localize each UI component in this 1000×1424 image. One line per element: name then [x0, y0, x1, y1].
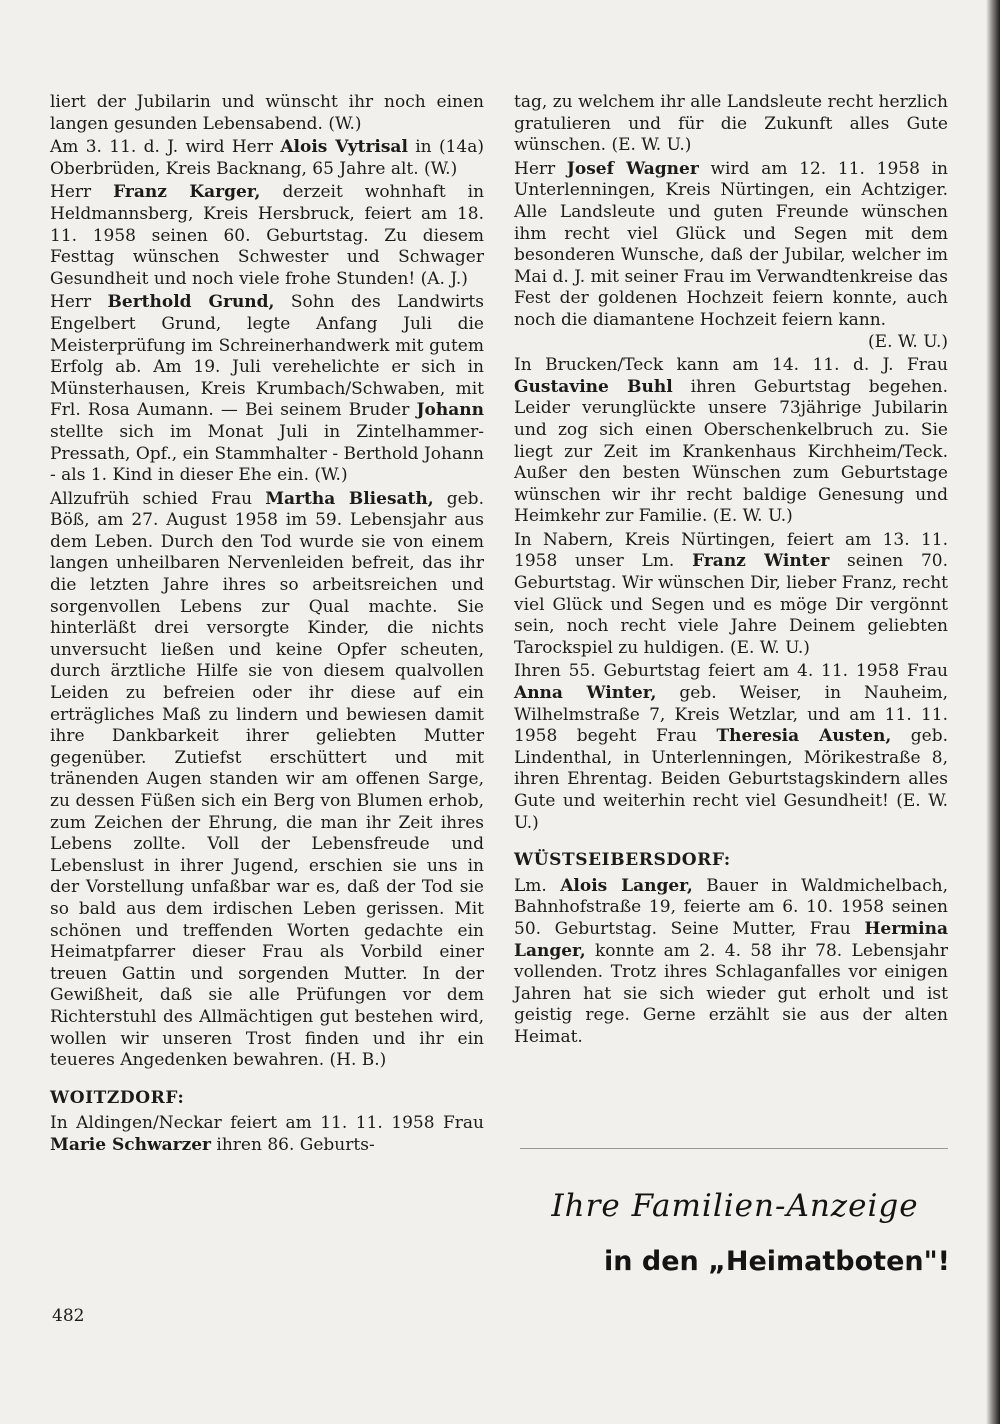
section-heading-woitzdorf: WOITZDORF: — [50, 1087, 185, 1108]
person-name: Johann — [416, 400, 484, 421]
signoff: (E. W. U.) — [868, 331, 948, 352]
person-name: Franz Karger, — [113, 182, 261, 203]
paragraph: In Aldingen/Neckar feiert am 11. 11. 1958 Frau Marie Schwarzer ihren 86. Geburts- — [50, 1113, 484, 1155]
paragraph: Lm. Alois Langer, Bauer in Waldmichelbach, Bahnhofstraße 19, feierte am 6. 10. 1958 seinen 50. Geburtstag. Seine Mutter, Frau Hermina Langer, konnte am 2. 4. 58 ihr 78. Lebensjahr vollenden. Trotz ihres Schlaganfalles vor einigen Jahren hat sie sich wieder gut erholt und ist geistig rege. Gerne erzählt sie aus der alten Heimat. — [514, 875, 949, 1047]
ad-divider-line — [520, 1148, 948, 1149]
right-column — [514, 92, 948, 1051]
ad-tagline: in den „Heimatboten"! — [603, 1246, 950, 1277]
person-name: Martha Bliesath, — [265, 488, 434, 509]
paragraph: Am 3. 11. d. J. wird Herr Alois Vytrisal in (14a) Oberbrüden, Kreis Backnang, 65 Jahre alt. (W.) — [50, 137, 484, 179]
person-name: Berthold Grund, — [107, 292, 275, 313]
person-name: Marie Schwarzer — [50, 1134, 212, 1155]
paragraph: In Brucken/Teck kann am 14. 11. d. J. Frau Gustavine Buhl ihren Geburtstag begehen. Leider verunglückte unsere 73jährige Jubilarin und zog sich einen Oberschenkelbruch zu. Sie liegt zur Zeit im Krankenhaus Kirchheim/Teck. Außer den besten Wünschen zum Geburtstage wünschen wir ihr recht baldige Genesung und Heimkehr zur Familie. (E. W. U.) — [514, 355, 949, 527]
person-name: Hermina Langer, — [514, 918, 948, 961]
person-name: Franz Winter — [692, 551, 830, 572]
person-name: Theresia Austen, — [716, 726, 892, 747]
paragraph: Herr Franz Karger, derzeit wohnhaft in Heldmannsberg, Kreis Hersbruck, feiert am 18. 11. 1958 seinen 60. Geburtstag. Zu diesem Festtag wünschen Schwester und Schwager Gesundheit und noch viele frohe Stunden! (A. J.) — [50, 182, 485, 289]
left-column — [50, 92, 484, 1159]
page-edge-shadow — [986, 0, 1000, 1424]
paragraph: tag, zu welchem ihr alle Landsleute recht herzlich gratulieren und für die Zukunft alles Gute wünschen. (E. W. U.) — [514, 92, 948, 156]
paragraph: Herr Josef Wagner wird am 12. 11. 1958 in Unterlenningen, Kreis Nürtingen, ein Achtziger. Alle Landsleute und guten Freunde wünschen ihm recht viel Glück und Segen mit dem besonderen Wunsche, daß der Jubilar, welcher im Mai d. J. mit seiner Frau im Verwandtenkreise das Fest der goldenen Hochzeit feiern konnte, auch noch die diamantene Hochzeit feiern kann. (E. W. U.) — [514, 158, 948, 352]
page-number: 482 — [52, 1306, 85, 1326]
paragraph: In Nabern, Kreis Nürtingen, feiert am 13. 11. 1958 unser Lm. Franz Winter seinen 70. Geburtstag. Wir wünschen Dir, lieber Franz, recht viel Glück und Segen und es möge Dir vergönnt sein, noch recht viele Jahre Deinem geliebten Tarockspiel zu huldigen. (E. W. U.) — [514, 529, 948, 658]
person-name: Josef Wagner — [566, 158, 699, 179]
ad-script-headline: Ihre Familien-Anzeige — [551, 1188, 919, 1224]
paragraph: liert der Jubilarin und wünscht ihr noch einen langen gesunden Lebensabend. (W.) — [50, 92, 484, 134]
section-heading-wuestseibersdorf: WÜSTSEIBERSDORF: — [514, 850, 731, 871]
person-name: Gustavine Buhl — [514, 376, 673, 397]
person-name: Alois Langer, — [560, 875, 693, 896]
paragraph: Allzufrüh schied Frau Martha Bliesath, geb. Böß, am 27. August 1958 im 59. Lebensjahr aus dem Leben. Durch den Tod wurde sie von einem langen unheilbaren Nervenleiden befreit, das ihr die letzten Jahre ihres so arbeitsreichen und sorgenvollen Lebens zur Qual machte. Sie hinterläßt drei versorgte Kinder, die nichts unversucht ließen und keine Opfer scheuten, durch ärztliche Hilfe sie von diesem qualvollen Leiden zu befreien oder ihr diese auf ein erträgliches Maß zu lindern und bewiesen damit ihre Dankbarkeit ihrer geliebten Mutter gegenüber. Zutiefst erschüttert und mit tränenden Augen standen wir am offenen Sarge, zu dessen Füßen sich ein Berg von Blumen erhob, zum Zeichen der Ehrung, die man ihr Zeit ihres Lebens zollte. Voll der Lebensfreude und Lebenslust in ihrer Jugend, erschien sie uns in der Vorstellung unfaßbar war es, daß der Tod sie so bald aus dem irdischen Leben gerissen. Mit schönen und treffenden Worten gedachte ein Heimatpfarrer dieser Frau als Vorbild einer treuen Gattin und sorgenden Mutter. In der Gewißheit, daß sie alle Prüfungen vor dem Richterstuhl des Allmächtigen gut bestehen wird, wollen wir unseren Trost finden und ihr ein teueres Angedenken bewahren. (H. B.) — [50, 488, 484, 1071]
paragraph: Ihren 55. Geburtstag feiert am 4. 11. 1958 Frau Anna Winter, geb. Weiser, in Nauheim, Wilhelmstraße 7, Kreis Wetzlar, und am 11. 11. 1958 begeht Frau Theresia Austen, geb. Lindenthal, in Unterlenningen, Mörikestraße 8, ihren Ehrentag. Beiden Geburtstagskindern alles Gute und weiterhin recht viel Gesundheit! (E. W. U.) — [514, 661, 948, 833]
person-name: Anna Winter, — [514, 683, 657, 704]
person-name: Alois Vytrisal — [280, 137, 408, 158]
paragraph: Herr Berthold Grund, Sohn des Landwirts Engelbert Grund, legte Anfang Juli die Meisterprüfung im Schreinerhandwerk mit gutem Erfolg ab. Am 19. Juli verehelichte er sich in Münsterhausen, Kreis Krumbach/Schwaben, mit Frl. Rosa Aumann. — Bei seinem Bruder Johann stellte sich im Monat Juli in Zintelhammer-Pressath, Opf., ein Stammhalter - Berthold Johann - als 1. Kind in dieser Ehe ein. (W.) — [50, 292, 484, 486]
